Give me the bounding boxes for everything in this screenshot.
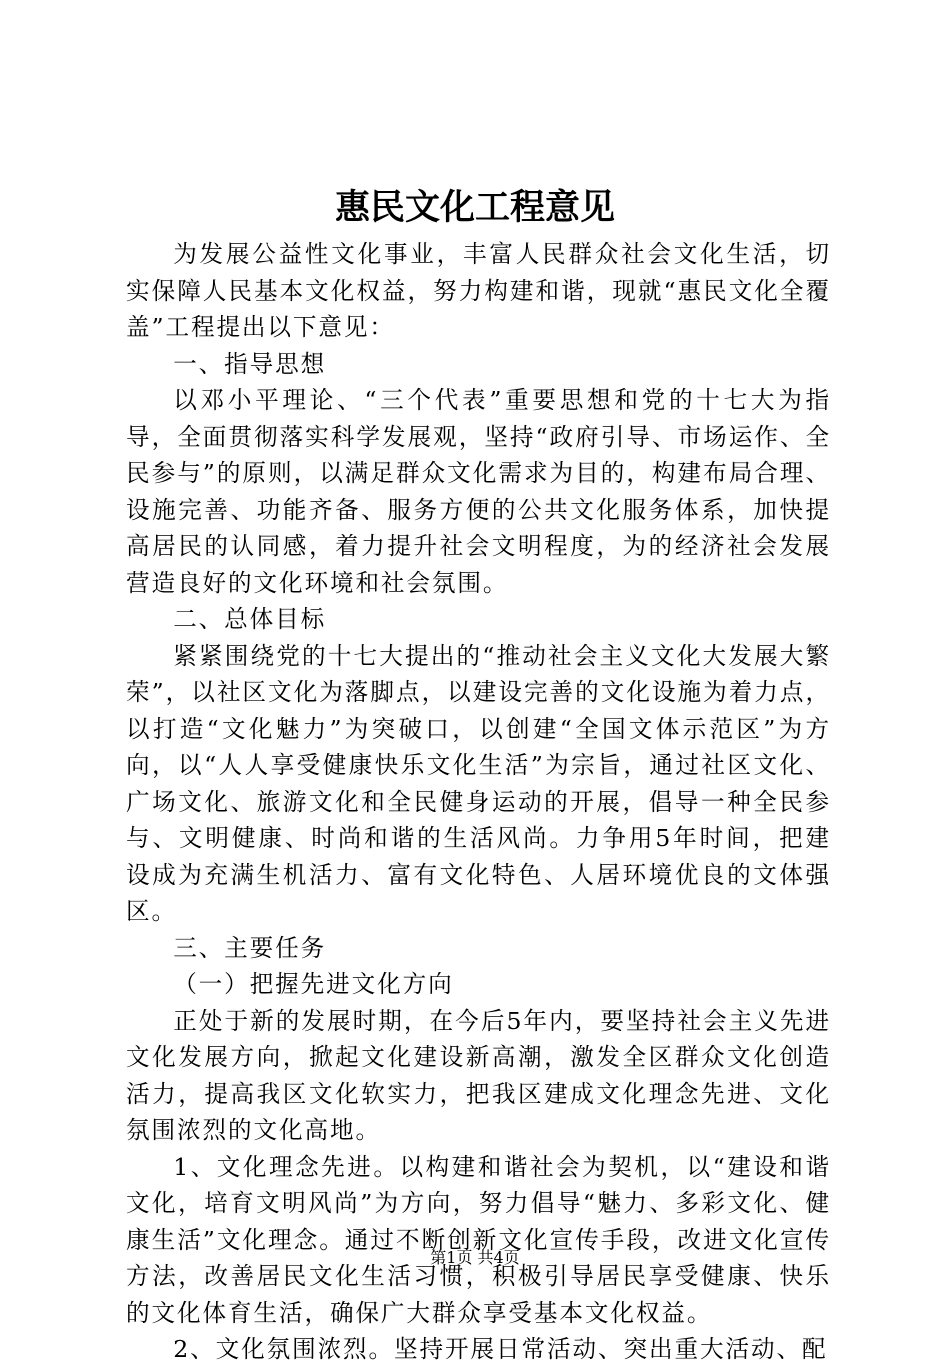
paragraph-guiding-ideology: 以邓小平理论、“三个代表”重要思想和党的十七大为指导，全面贯彻落实科学发展观，坚持“政府引导、市场运作、全民参与”的原则，以满足群众文化需求为目的，构建布局合理、设施完善、功能齐备、服务方便的公共文化服务体系，加快提高居民的认同感，着力提升社会文明程度，为的经济社会发展营造良好的文化环境和社会氛围。: [126, 386, 831, 597]
section-heading-overall-goal: 二、总体目标: [173, 605, 327, 633]
document-body: [126, 236, 831, 1368]
paragraph-direction: 正处于新的发展时期，在今后5年内，要坚持社会主义先进文化发展方向，掀起文化建设新高潮，激发全区群众文化创造活力，提高我区文化软实力，把我区建成文化理念先进、文化氛围浓烈的文化高地。: [126, 1006, 831, 1144]
page-number-footer: 第1页 共4页: [430, 1248, 520, 1267]
document-title: 惠民文化工程意见: [334, 187, 615, 228]
paragraph-intro: 为发展公益性文化事业，丰富人民群众社会文化生活，切实保障人民基本文化权益，努力构建和谐，现就“惠民文化全覆盖”工程提出以下意见：: [126, 240, 831, 341]
section-heading-guiding-ideology: 一、指导思想: [173, 349, 327, 378]
paragraph-item-1: 1、文化理念先进。以构建和谐社会为契机，以“建设和谐文化，培育文明风尚”为方向，努力倡导“魅力、多彩文化、健康生活”文化理念。通过不断创新文化宣传手段，改进文化宣传方法，改善居民文化生活习惯，积极引导居民享受健康、快乐的文化体育生活，确保广大群众享受基本文化权益。: [126, 1152, 831, 1327]
paragraph-item-2: 2、文化氛围浓烈。坚持开展日常活动、突出重大活动、配: [173, 1335, 828, 1363]
subsection-heading-direction: （一）把握先进文化方向: [173, 970, 454, 998]
section-heading-main-tasks: 三、主要任务: [173, 933, 327, 962]
paragraph-overall-goal: 紧紧围绕党的十七大提出的“推动社会主义文化大发展大繁荣”，以社区文化为落脚点，以建设完善的文化设施为着力点，以打造“文化魅力”为突破口，以创建“全国文体示范区”为方向，以“人人享受健康快乐文化生活”为宗旨，通过社区文化、广场文化、旅游文化和全民健身运动的开展，倡导一种全民参与、文明健康、时尚和谐的生活风尚。力争用5年时间，把建设成为充满生机活力、富有文化特色、人居环境优良的文体强区。: [126, 641, 831, 925]
